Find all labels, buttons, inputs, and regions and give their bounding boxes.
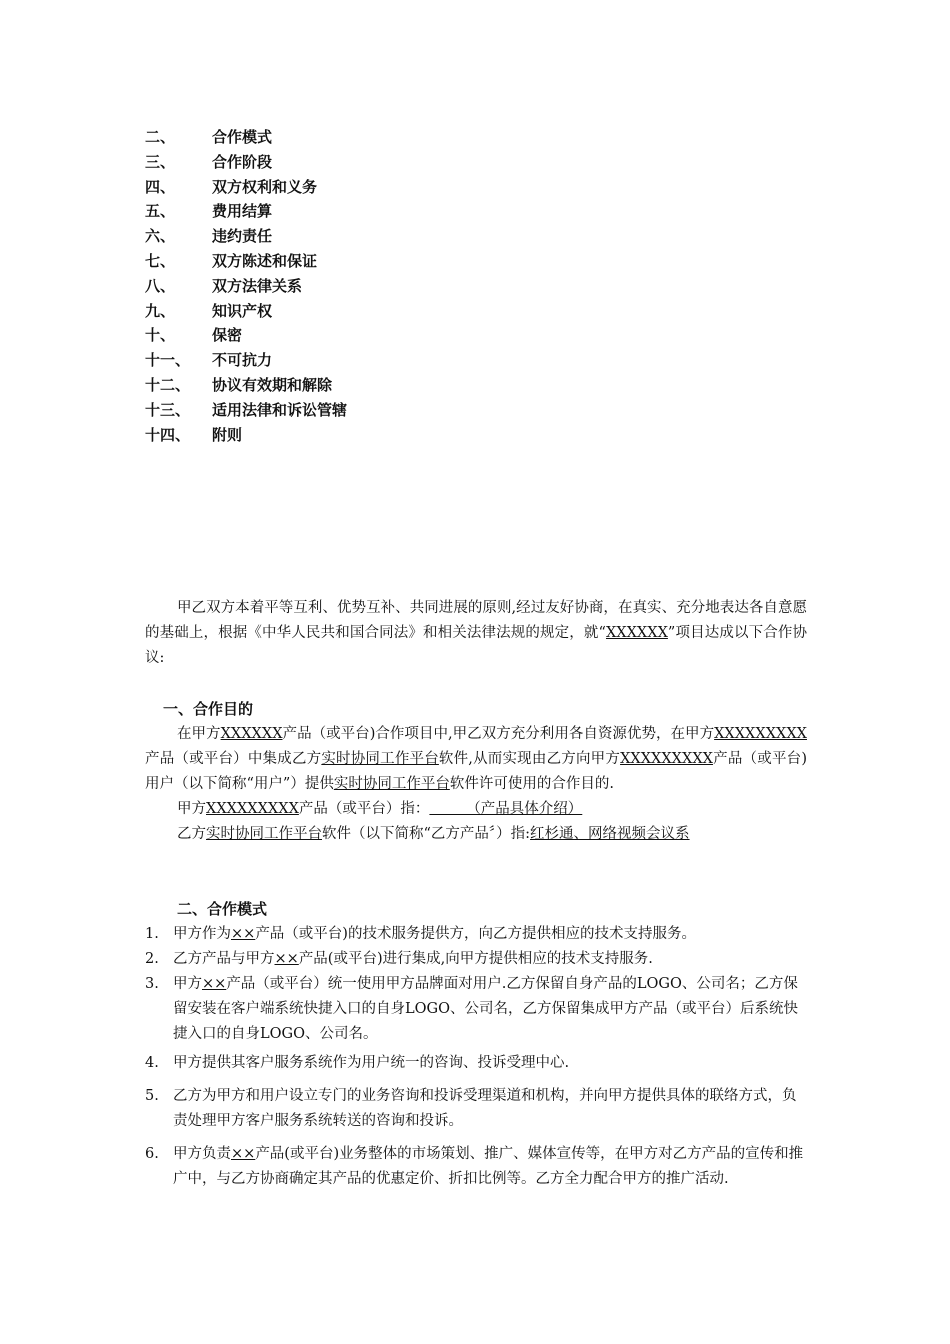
item-number: 2.	[145, 951, 159, 967]
party-a-product-line	[145, 797, 807, 822]
toc-number: 二、	[145, 128, 176, 146]
toc-item	[145, 423, 347, 448]
text: 甲方作为	[173, 926, 231, 942]
toc-item	[145, 398, 347, 423]
toc-number: 九、	[145, 301, 176, 320]
text: 产品（或平台）统一使用甲方品牌面对用户.乙方保留自身产品的LOGO、公司名；乙方保留安装在客户端系统快捷入口的自身LOGO、公司名，乙方保留集成甲方产品（或平台）后系统快捷入口的自身LOGO、公司名。	[173, 976, 798, 1042]
placeholder-text: XXXXXXXXX	[620, 751, 713, 767]
table-of-contents	[145, 125, 347, 447]
toc-title: 违约责任	[212, 227, 273, 246]
section-heading: 二、合作模式	[177, 900, 268, 918]
toc-title: 知识产权	[212, 301, 273, 320]
fill-in-blank: （产品具体介绍）	[429, 801, 583, 817]
toc-number: 十三、	[145, 400, 191, 419]
toc-number: 三、	[145, 152, 176, 171]
toc-item	[145, 249, 347, 274]
toc-item	[145, 224, 347, 249]
toc-title: 双方陈述和保证	[212, 251, 318, 270]
text: 乙方产品与甲方	[173, 951, 275, 967]
toc-number: 十二、	[145, 375, 191, 394]
placeholder-text: XXXXXX	[220, 726, 283, 742]
toc-title: 双方法律关系	[212, 276, 303, 295]
toc-title: 不可抗力	[212, 351, 273, 370]
toc-number: 八、	[145, 276, 176, 295]
item-number: 1.	[145, 926, 159, 942]
toc-item	[145, 323, 347, 348]
toc-title: 保密	[212, 326, 243, 345]
text: 乙方为甲方和用户设立专门的业务咨询和投诉受理渠道和机构，并向甲方提供具体的联络方式，负责处理甲方客户服务系统转送的咨询和投诉。	[173, 1088, 797, 1129]
toc-item	[145, 348, 347, 373]
toc-item	[145, 150, 347, 175]
cooperation-list	[145, 922, 807, 1192]
item-number: 6.	[145, 1146, 159, 1162]
text: 乙方	[177, 826, 206, 842]
list-item	[145, 1051, 807, 1076]
text: 产品(或平台)业务整体的市场策划、推广、媒体宣传等，在甲方对乙方产品的宣传和推广中，与乙方协商确定其产品的优惠定价、折扣比例等。乙方全力配合甲方的推广活动.	[173, 1146, 804, 1187]
placeholder-text: XXXXXXXXX	[714, 726, 807, 742]
intro-text-end: ”项目达成以下合作协议:	[145, 625, 807, 666]
toc-number: 十一、	[145, 351, 191, 370]
toc-title: 适用法律和诉讼管辖	[212, 400, 348, 419]
toc-title: 费用结算	[212, 202, 273, 221]
software-name: 实时协同工作平台	[321, 751, 439, 767]
section-purpose	[145, 697, 807, 847]
placeholder-text: ××	[231, 1146, 256, 1162]
toc-number: 四、	[145, 177, 176, 196]
placeholder-text: ××	[202, 976, 227, 992]
toc-item	[145, 373, 347, 398]
list-item	[145, 947, 807, 972]
text: 产品(或平台)进行集成,向甲方提供相应的技术支持服务.	[298, 951, 653, 967]
section-cooperation-mode	[145, 897, 807, 1192]
toc-title: 附则	[212, 425, 243, 444]
toc-item	[145, 125, 347, 150]
text: 软件（以下简称“乙方产品〞）指:	[322, 826, 531, 842]
placeholder-text: ××	[231, 926, 256, 942]
toc-title: 双方权利和义务	[212, 177, 318, 196]
list-item	[145, 922, 807, 947]
section-heading: 一、合作目的	[163, 700, 254, 718]
text: 产品（或平台)合作项目中,甲乙双方充分利用各自资源优势，在甲方	[282, 726, 715, 742]
product-names: 红杉通、网络视频会议系	[530, 826, 690, 842]
toc-item	[145, 175, 347, 200]
intro-section	[145, 596, 807, 671]
text: 软件许可使用的合作目的.	[449, 776, 614, 792]
toc-title: 合作阶段	[212, 152, 273, 171]
item-number: 3.	[145, 976, 159, 992]
text: 甲方提供其客户服务系统作为用户统一的咨询、投诉受理中心.	[173, 1055, 570, 1071]
software-name: 实时协同工作平台	[333, 776, 450, 792]
item-number: 4.	[145, 1055, 159, 1071]
text: 产品（或平台）中集成乙方	[145, 751, 322, 767]
list-item	[145, 1084, 807, 1134]
text: 在甲方	[177, 726, 221, 742]
toc-title: 合作模式	[212, 128, 273, 146]
toc-number: 十四、	[145, 425, 191, 444]
text: 产品（或平台)用户（以下简称“用户”）提供	[145, 751, 807, 792]
toc-number: 十、	[145, 326, 176, 345]
intro-text: 甲乙双方本着平等互利、优势互补、共同进展的原则,经过友好协商，在真实、充分地表达各自意愿的基础上，根据《中华人民共和国合同法》和相关法律法规的规定，就“	[145, 600, 807, 641]
purpose-paragraph	[145, 722, 807, 797]
software-name: 实时协同工作平台	[206, 826, 322, 842]
placeholder-text: XXXXXXXXX	[206, 801, 299, 817]
text: 甲方	[173, 976, 202, 992]
list-item	[145, 1142, 807, 1192]
list-item	[145, 972, 807, 1047]
project-name: XXXXXX	[605, 625, 668, 641]
toc-item	[145, 299, 347, 324]
text: 甲方	[177, 801, 206, 817]
text: 甲方负责	[173, 1146, 231, 1162]
text: 产品（或平台）指：	[298, 801, 430, 817]
toc-number: 六、	[145, 227, 176, 246]
item-number: 5.	[145, 1088, 159, 1104]
toc-item	[145, 199, 347, 224]
text: 软件,从而实现由乙方向甲方	[438, 751, 621, 767]
toc-item	[145, 274, 347, 299]
party-b-product-line	[145, 822, 807, 847]
placeholder-text: ××	[274, 951, 299, 967]
intro-paragraph	[145, 596, 807, 671]
toc-title: 协议有效期和解除	[212, 375, 333, 394]
toc-number: 五、	[145, 202, 176, 221]
toc-number: 七、	[145, 251, 176, 270]
text: 产品（或平台)的技术服务提供方，向乙方提供相应的技术支持服务。	[255, 926, 696, 942]
